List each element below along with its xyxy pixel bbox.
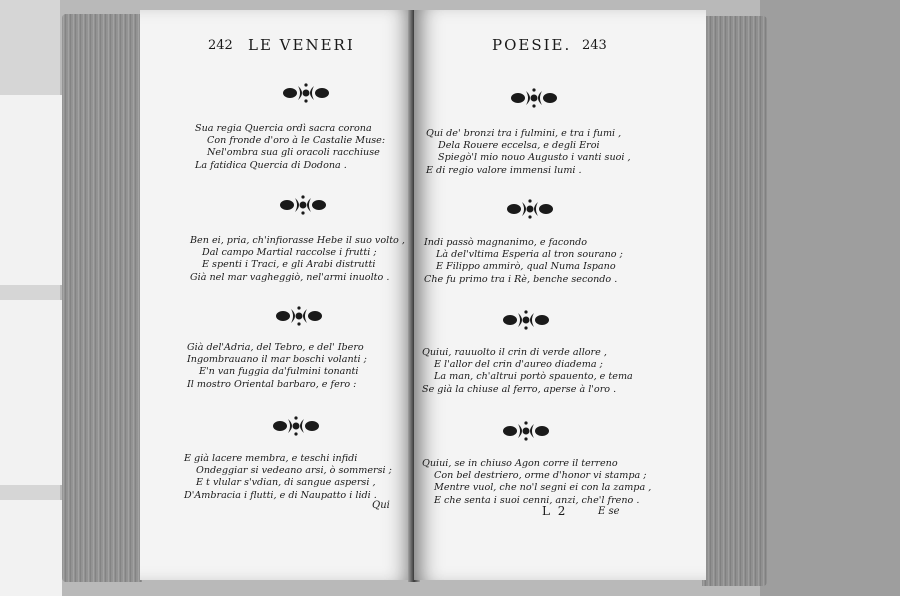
verse-line: Il mostro Oriental barbaro, e fero : [187,378,357,390]
verse-line: E spenti i Traci, e gli Arabi distrutti [202,259,376,271]
printers-ornament [270,415,322,437]
verse-line: Ondeggiar si vedeano arsi, ò sommersi ; [196,465,392,477]
verse-line: Indi passò magnanimo, e facondo [424,237,588,248]
verse-line: E Filippo ammirò, qual Numa Ispano [436,261,616,273]
verse-line: E che senta i suoi cenni, anzi, che'l freno . [434,494,640,506]
foam-support [0,500,62,596]
stanza [422,458,651,507]
verse-line: Qui de' bronzi tra i fulmini, e tra i fumi , [426,128,622,139]
catchword: E se [598,506,620,517]
verse-line: Nel'ombra sua gli oracoli racchiuse [207,147,380,159]
printers-ornament [277,194,329,216]
verse-line: D'Ambracia i flutti, e di Naupatto i lidi . [184,489,377,501]
page-number: 242 [208,38,233,53]
stanza [187,342,367,391]
verse-line: La man, ch'altrui portò spauento, e tema [434,371,633,383]
verse-line: E già lacere membra, e teschi infidi [184,453,358,464]
verse-line: E l'allor del crin d'aureo diadema ; [434,359,603,371]
verse-line: Sua regia Quercia ordì sacra corona [195,123,372,134]
stanza [190,235,405,284]
open-book [62,10,767,590]
verse-line: Dal campo Martial raccolse i frutti ; [202,247,377,259]
verse-line: E'n van fuggia da'fulmini tonanti [199,366,359,378]
verse-line: Con bel destriero, orme d'honor vi stampa ; [434,470,647,482]
page-edges-right [702,16,767,586]
stanza [424,237,623,286]
foam-support [0,95,62,285]
verse-line: Dela Rouere eccelsa, e degli Eroi [438,140,600,152]
printers-ornament [504,198,556,220]
verse-line: Che fu primo tra i Rè, benche secondo . [424,273,618,285]
right-page [414,10,706,580]
verse-line: Quiui, rauuolto il crin di verde allore , [422,347,607,358]
printers-ornament [273,305,325,327]
verse-line: La fatidica Quercia di Dodona . [195,159,347,171]
printers-ornament [280,82,332,104]
verse-line: Già nel mar vagheggiò, nel'armi inuolto . [190,271,390,283]
foam-support [0,300,62,485]
verse-line: Mentre vuol, che no'l segni ei con la zampa , [434,482,652,494]
verse-line: Spiegò'l mio nouo Augusto i vanti suoi , [438,152,631,164]
signature-mark: L 2 [542,504,568,518]
verse-line: E t vlular s'vdian, di sangue aspersi , [196,477,376,489]
running-head: POESIE. [492,36,572,54]
stanza [184,453,392,502]
verse-line: Là del'vltima Esperia al tron sourano ; [436,249,623,261]
verse-line: E di regio valore immensi lumi . [426,164,582,176]
verse-line: Se già la chiuse al ferro, aperse à l'oro . [422,383,617,395]
printers-ornament [500,420,552,442]
left-page [140,10,414,580]
page-edges-left [62,14,142,582]
verse-line: Ben ei, pria, ch'infiorasse Hebe il suo volto , [190,235,405,246]
printers-ornament [500,309,552,331]
verse-line: Con fronde d'oro à le Castalie Muse: [207,135,386,147]
catchword: Qui [372,500,390,511]
background-right [760,0,900,596]
printers-ornament [508,87,560,109]
stanza [426,128,631,177]
verse-line: Già del'Adria, del Tebro, e del' Ibero [187,342,364,353]
running-head: LE VENERI [248,36,355,54]
page-number: 243 [582,38,607,53]
stanza [422,347,633,396]
verse-line: Ingombrauano il mar boschi volanti ; [187,354,367,366]
stanza [195,123,385,172]
verse-line: Quiui, se in chiuso Agon corre il terreno [422,458,618,469]
